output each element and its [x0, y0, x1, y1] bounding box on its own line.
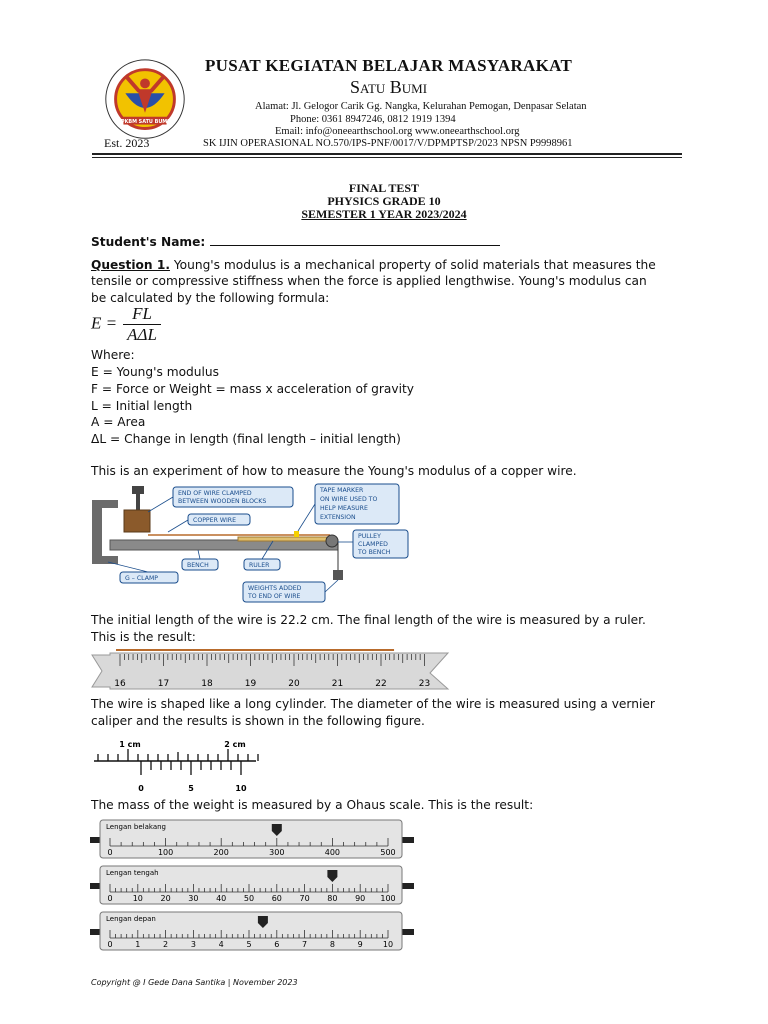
- svg-text:BETWEEN WOODEN BLOCKS: BETWEEN WOODEN BLOCKS: [178, 498, 267, 505]
- ohaus-label: 200: [213, 848, 229, 857]
- ohaus-label: 40: [216, 894, 227, 903]
- svg-text:PKBM SATU BUMI: PKBM SATU BUMI: [121, 119, 169, 126]
- ohaus-label: 100: [380, 894, 396, 903]
- vernier-main-label: 1 cm: [119, 740, 141, 749]
- youngs-modulus-formula: [91, 304, 161, 345]
- beam-end-right: [402, 837, 414, 843]
- beam-end-right: [402, 883, 414, 889]
- question-intro-line-1: [91, 258, 656, 272]
- vernier-scale-label: 0: [138, 784, 144, 793]
- test-title: FINAL TEST: [348, 181, 420, 195]
- ohaus-beam-name: Lengan tengah: [106, 869, 159, 877]
- address: Alamat: Jl. Gelogor Carik Gg. Nangka, Kelurahan Pemogan, Denpasar Selatan: [255, 101, 587, 112]
- ruler-figure: [90, 645, 450, 693]
- svg-text:BENCH: BENCH: [187, 562, 209, 569]
- beam-end-right: [402, 929, 414, 935]
- svg-text:COPPER WIRE: COPPER WIRE: [193, 517, 236, 524]
- ruler-label: 16: [114, 679, 126, 689]
- ohaus-label: 50: [243, 894, 255, 903]
- definition-item: L = Initial length: [91, 399, 193, 413]
- definition-item: F = Force or Weight = mass x acceleration of gravity: [91, 382, 414, 396]
- copyright-footer: Copyright @ I Gede Dana Santika | November 2023: [91, 978, 298, 987]
- definition-item: ΔL = Change in length (final length – initial length): [91, 432, 401, 446]
- question-label: Question 1.: [91, 258, 170, 272]
- svg-text:EXTENSION: EXTENSION: [320, 514, 356, 521]
- ohaus-label: 0: [107, 848, 113, 857]
- ohaus-label: 10: [382, 940, 394, 949]
- definition-item: E = Young's modulus: [91, 365, 219, 379]
- ohaus-label: 10: [132, 894, 143, 903]
- mass-text: The mass of the weight is measured by a Ohaus scale. This is the result:: [91, 798, 534, 812]
- ruler-on-bench: [238, 537, 333, 541]
- ohaus-label: 0: [107, 894, 113, 903]
- student-name-row: [91, 233, 500, 249]
- ohaus-label: 8: [329, 940, 335, 949]
- ohaus-label: 7: [302, 940, 308, 949]
- subject-title: PHYSICS GRADE 10: [327, 194, 441, 208]
- ohaus-label: 6: [274, 940, 280, 949]
- svg-text:CLAMPED: CLAMPED: [358, 541, 388, 548]
- svg-text:HELP MEASURE: HELP MEASURE: [320, 505, 368, 512]
- ohaus-label: 5: [246, 940, 252, 949]
- ohaus-label: 80: [327, 894, 338, 903]
- header-divider-thin: [92, 157, 682, 158]
- diameter-text: The wire is shaped like a long cylinder. The diameter of the wire is measured using a vernier: [91, 697, 655, 711]
- svg-text:RULER: RULER: [249, 562, 270, 569]
- svg-text:TO BENCH: TO BENCH: [358, 549, 391, 556]
- svg-text:WEIGHTS ADDED: WEIGHTS ADDED: [248, 585, 302, 592]
- question-intro-text: Young's modulus is a mechanical property of solid materials that measures the: [169, 258, 656, 272]
- ohaus-label: 100: [157, 848, 174, 857]
- weights: [333, 570, 343, 580]
- student-name-field[interactable]: [210, 233, 500, 246]
- ohaus-label: 70: [299, 894, 310, 903]
- student-name-label: Student's Name:: [91, 235, 206, 249]
- vernier-main-label: 2 cm: [224, 740, 246, 749]
- semester-title: SEMESTER 1 YEAR 2023/2024: [301, 207, 467, 221]
- permit-number: SK IJIN OPERASIONAL NO.570/IPS-PNF/0017/V/DPMPTSP/2023 NPSN P9998961: [203, 138, 573, 149]
- vernier-scale-label: 10: [235, 784, 247, 793]
- ohaus-label: 300: [269, 848, 285, 857]
- formula-numerator: FL: [123, 304, 161, 325]
- ohaus-label: 30: [188, 894, 199, 903]
- initial-length-text-2: This is the result:: [91, 630, 196, 644]
- org-name: Satu Bumi: [350, 77, 428, 97]
- ruler-label: 18: [201, 679, 213, 689]
- ohaus-label: 90: [355, 894, 366, 903]
- formula-denominator: AΔL: [127, 325, 157, 344]
- wooden-blocks: [124, 510, 150, 532]
- ohaus-label: 400: [324, 848, 341, 857]
- svg-text:TAPE MARKER: TAPE MARKER: [320, 487, 364, 494]
- header-divider: [92, 153, 682, 155]
- ruler-label: 21: [331, 679, 344, 689]
- svg-text:G – CLAMP: G – CLAMP: [125, 575, 159, 582]
- phone: Phone: 0361 8947246, 0812 1919 1394: [290, 114, 456, 125]
- ohaus-label: 2: [163, 940, 169, 949]
- ohaus-beam-name: Lengan belakang: [106, 823, 166, 831]
- ohaus-label: 500: [380, 848, 396, 857]
- ohaus-label: 20: [160, 894, 171, 903]
- established-year: Est. 2023: [104, 136, 150, 150]
- experiment-intro: This is an experiment of how to measure the Young's modulus of a copper wire.: [91, 464, 577, 478]
- ohaus-label: 1: [135, 940, 141, 949]
- ohaus-label: 3: [190, 940, 196, 949]
- ruler-label: 20: [288, 679, 300, 689]
- ohaus-label: 4: [218, 940, 224, 949]
- email: Email: info@oneearthschool.org www.oneearthschool.org: [275, 126, 520, 137]
- ohaus-label: 60: [271, 894, 282, 903]
- svg-text:PULLEY: PULLEY: [358, 533, 381, 540]
- ruler-label: 23: [418, 679, 431, 689]
- svg-text:ON WIRE USED TO: ON WIRE USED TO: [320, 496, 378, 503]
- question-intro-line-2: tensile or compressive stiffness when the force is applied lengthwise. Young's modulus can: [91, 274, 647, 288]
- svg-text:END OF WIRE CLAMPED: END OF WIRE CLAMPED: [178, 490, 252, 497]
- question-intro-line-3: be calculated by the following formula:: [91, 291, 330, 305]
- formula-lhs: E =: [91, 313, 118, 333]
- experiment-diagram: [88, 482, 418, 612]
- diameter-text-2: caliper and the results is shown in the following figure.: [91, 714, 425, 728]
- ruler-label: 19: [244, 679, 257, 689]
- definition-item: A = Area: [91, 415, 146, 429]
- ohaus-scale-figure: [88, 818, 418, 958]
- svg-text:TO END OF WIRE: TO END OF WIRE: [248, 593, 301, 600]
- ohaus-beam-name: Lengan depan: [106, 915, 156, 923]
- vernier-scale-label: 5: [188, 784, 194, 793]
- where-label: Where:: [91, 348, 135, 362]
- ruler-label: 17: [157, 679, 170, 689]
- org-title: PUSAT KEGIATAN BELAJAR MASYARAKAT: [205, 56, 573, 75]
- tape-marker: [294, 531, 299, 537]
- initial-length-text: The initial length of the wire is 22.2 cm. The final length of the wire is measured by a ruler.: [91, 613, 646, 627]
- ohaus-label: 9: [357, 940, 363, 949]
- pulley: [326, 535, 338, 547]
- ohaus-label: 0: [107, 940, 113, 949]
- g-clamp-shape: [92, 500, 118, 564]
- ruler-label: 22: [375, 679, 387, 689]
- vernier-caliper-figure: [90, 735, 260, 795]
